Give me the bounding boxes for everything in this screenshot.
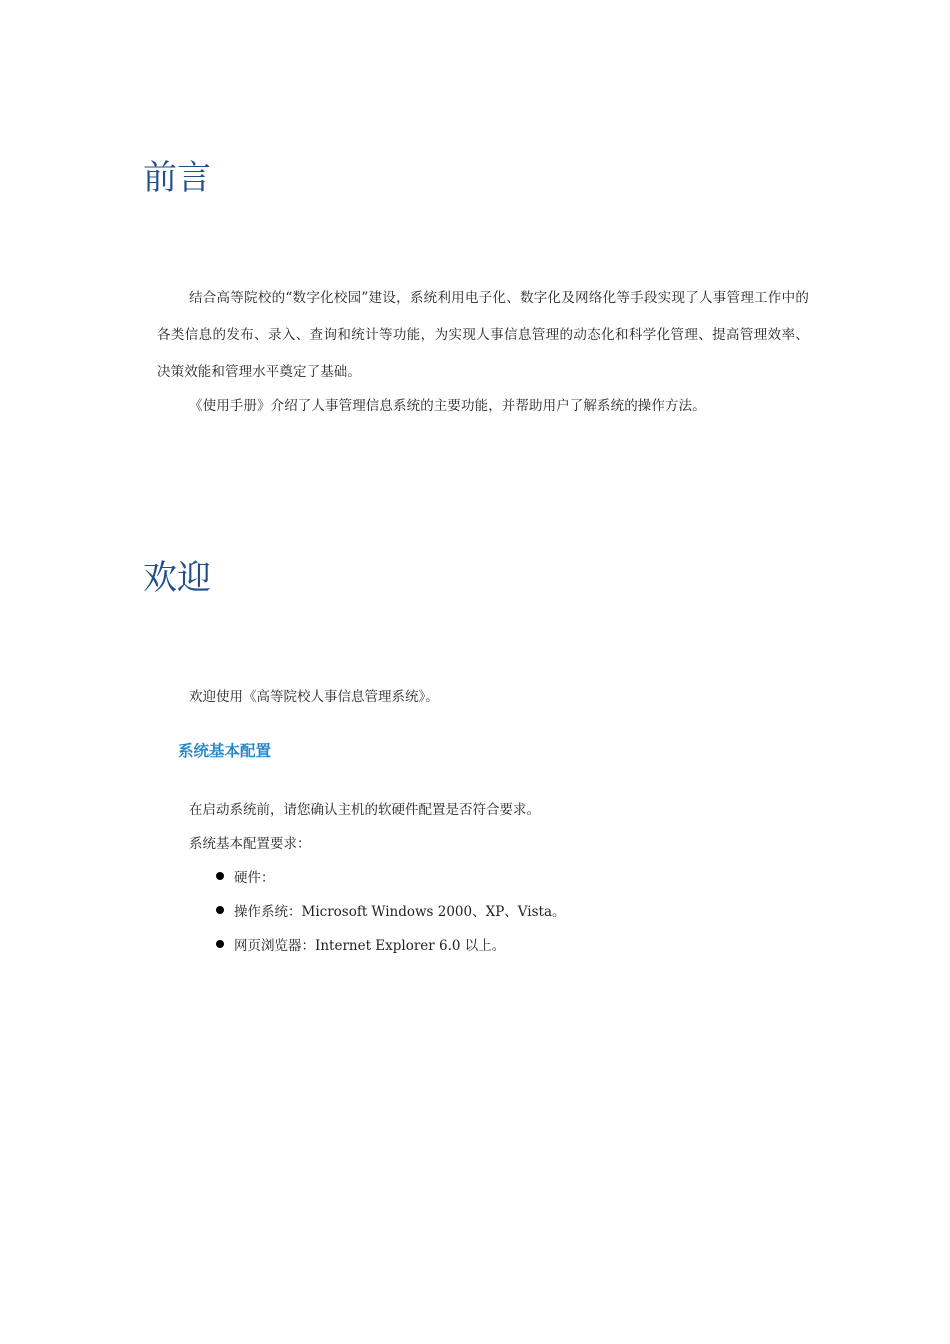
list-item-text: 硬件： (234, 870, 275, 886)
config-intro: 在启动系统前，请您确认主机的软硬件配置是否符合要求。 (189, 802, 540, 818)
preface-heading: 前言 (143, 158, 211, 198)
list-item (214, 900, 566, 920)
list-item (214, 934, 566, 954)
bullet-icon (216, 940, 224, 948)
preface-paragraph-1: 结合高等院校的“数字化校园”建设，系统利用电子化、数字化及网络化等手段实现了人事管理工作中的各类信息的发布、录入、查询和统计等功能，为实现人事信息管理的动态化和科学化管理、提高管理效率、决策效能和管理水平奠定了基础。 (157, 290, 809, 380)
config-requirements-list (214, 866, 566, 968)
list-item-text: 操作系统：Microsoft Windows 2000、XP、Vista。 (234, 904, 566, 920)
list-item-text: 网页浏览器：Internet Explorer 6.0 以上。 (234, 938, 506, 954)
preface-paragraph-2: 《使用手册》介绍了人事管理信息系统的主要功能，并帮助用户了解系统的操作方法。 (189, 398, 706, 414)
config-requirements-label: 系统基本配置要求： (189, 836, 311, 852)
config-heading: 系统基本配置 (178, 742, 272, 760)
welcome-heading: 欢迎 (143, 558, 211, 598)
welcome-text: 欢迎使用《高等院校人事信息管理系统》。 (189, 689, 439, 705)
list-item (214, 866, 566, 886)
bullet-icon (216, 872, 224, 880)
bullet-icon (216, 906, 224, 914)
